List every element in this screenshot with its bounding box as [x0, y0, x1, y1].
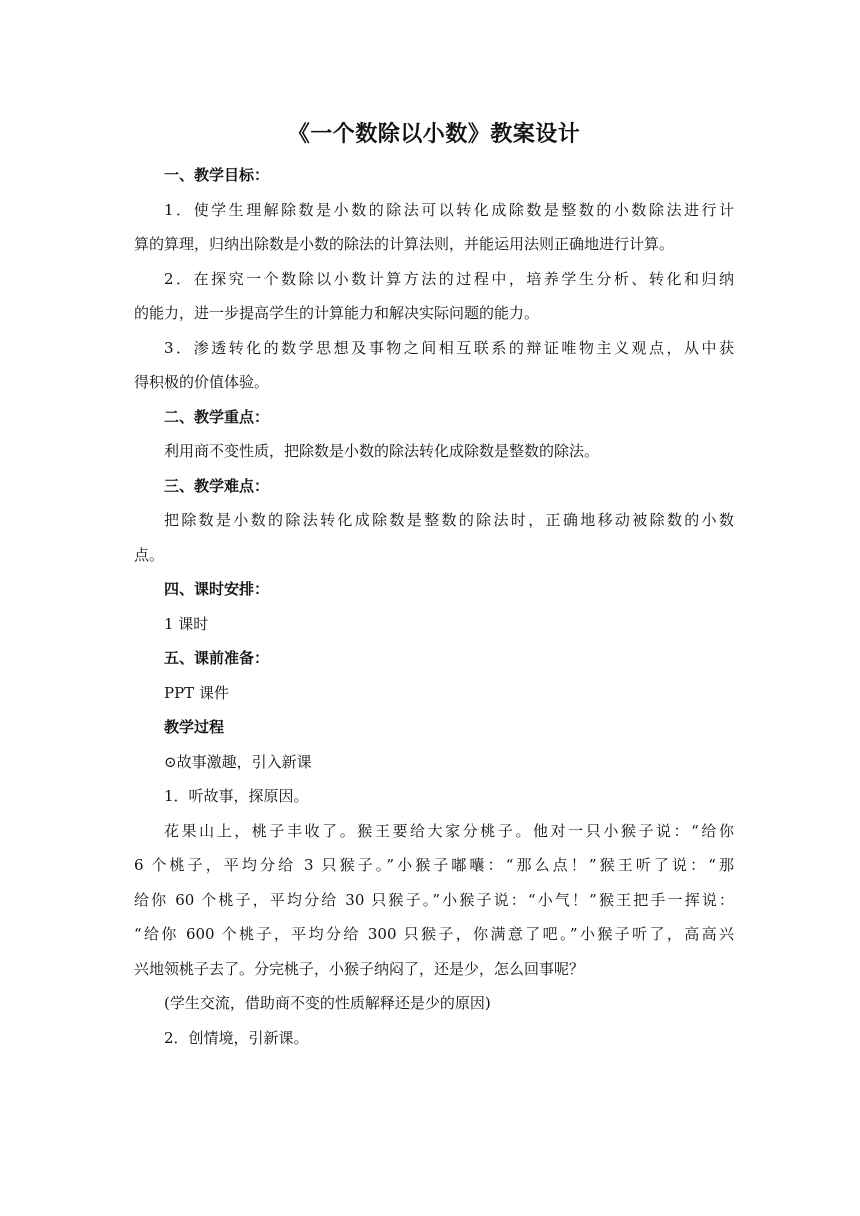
difficulty-line-1: 把除数是小数的除法转化成除数是整数的除法时，正确地移动被除数的小数: [164, 511, 734, 529]
story-line-3: 给你 60 个桃子，平均分给 30 只猴子。”小猴子说：“小气！”猴王把手一挥说：: [134, 890, 734, 909]
objective-3-line-1: 3．渗透转化的数学思想及事物之间相互联系的辩证唯物主义观点，从中获: [164, 338, 734, 357]
story-line-1: 花果山上，桃子丰收了。猴王要给大家分桃子。他对一只小猴子说：“给你: [164, 821, 734, 840]
difficulty-line-2: 点。: [134, 545, 165, 564]
step-1: 1．听故事，探原因。: [164, 787, 309, 805]
difficulty-heading: 三、教学难点：: [164, 476, 270, 495]
objectives-heading: 一、教学目标：: [164, 166, 270, 184]
student-note: (学生交流，借助商不变的性质解释还是少的原因): [164, 994, 491, 1012]
objective-1-line-2: 算的算理，归纳出除数是小数的除法的计算法则，并能运用法则正确地进行计算。: [134, 235, 675, 253]
page-title: 《一个数除以小数》教案设计: [287, 122, 581, 147]
objective-1-line-1: 1．使学生理解除数是小数的除法可以转化成除数是整数的小数除法进行计: [164, 200, 734, 219]
story-line-2: 6 个桃子，平均分给 3 只猴子。”小猴子嘟囔：“那么点！”猴王听了说：“那: [134, 856, 734, 874]
step-2: 2．创情境，引新课。: [164, 1028, 309, 1047]
process-heading: 教学过程: [164, 718, 225, 736]
document-body: [134, 118, 734, 1055]
story-line-4: “给你 600 个桃子，平均分给 300 只猴子，你满意了吧。”小猴子听了，高高兴: [134, 925, 734, 943]
preparation-heading: 五、课前准备：: [164, 649, 270, 667]
key-points-text: 利用商不变性质，把除数是小数的除法转化成除数是整数的除法。: [164, 442, 600, 460]
preparation-text: PPT 课件: [164, 683, 229, 702]
objective-2-line-2: 的能力，进一步提高学生的计算能力和解决实际问题的能力。: [134, 304, 540, 322]
process-step-intro: ⊙故事激趣，引入新课: [164, 752, 312, 771]
key-points-heading: 二、教学重点：: [164, 407, 270, 426]
story-line-5: 兴地领桃子去了。分完桃子，小猴子纳闷了，还是少，怎么回事呢？: [134, 959, 585, 978]
objective-3-line-2: 得积极的价值体验。: [134, 373, 270, 391]
schedule-heading: 四、课时安排：: [164, 580, 270, 598]
schedule-text: 1 课时: [164, 614, 209, 633]
objective-2-line-1: 2．在探究一个数除以小数计算方法的过程中，培养学生分析、转化和归纳: [164, 269, 734, 288]
